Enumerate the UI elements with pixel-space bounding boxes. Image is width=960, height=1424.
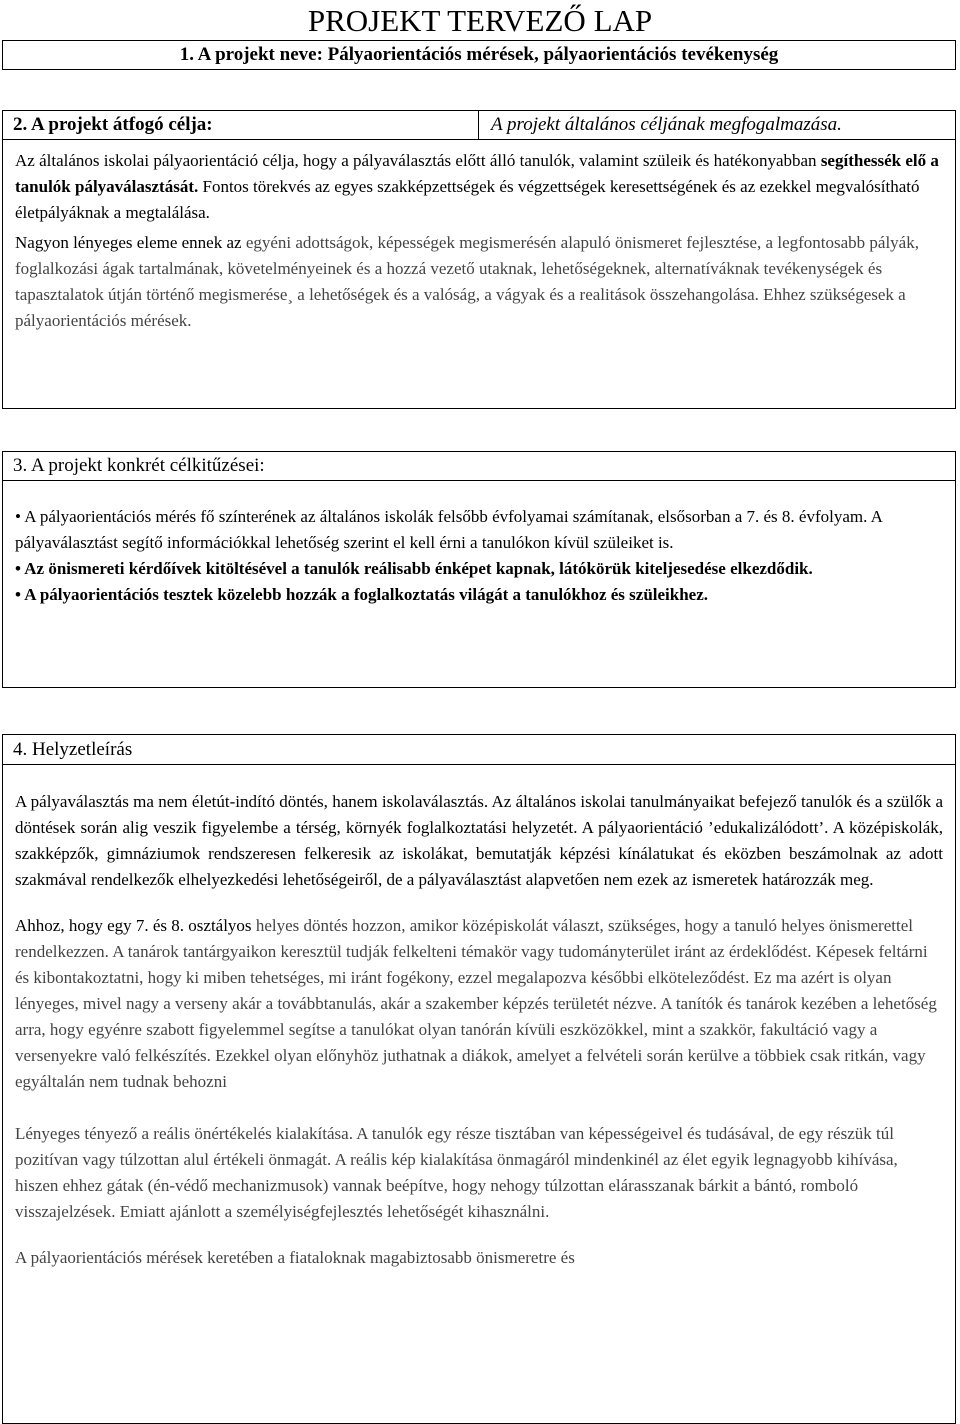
section4-paragraph-1: A pályaválasztás ma nem életút-indító döntés, hanem iskolaválasztás. Az általános iskolai tanulmányaikat befejező tanulók és a szülők a döntések során alig veszik figyelembe a térség, környék foglalkoztatási helyzetét. A pályaorientáció ’edukalizálódott’. A középiskolák, szakképzők, gimnáziumok rendszeresen felkeresik az iskolákat, bemutatják képzési kínálatukat és eközben beszámolnak az adott szakmával rendelkezők elhelyezkedési lehetőségeiről, de a pályaválasztást alapvetően nem ezek az ismeretek határozzák meg.: [15, 792, 943, 889]
section2-p1-rest: Fontos törekvés az egyes szakképzettségek és végzettségek keresettségének és az ezekkel megvalósítható életpályáknak a megtalálása.: [15, 177, 920, 222]
section2-paragraph-2: [15, 230, 943, 334]
section2-p2-rest: egyéni adottságok, képességek megismerésén alapuló önismeret fejlesztése, a legfontosabb pályák, foglalkozási ágak tartalmának, követelményeinek és a hozzá vezető utaknak, lehetőségeknek, alternatíváknak tevékenységek és tapasztalatok útján történő megismerése¸ a lehetőségek és a valóság, a vágyak és a realitások összehangolása. Ehhez szükségesek a pályaorientációs mérések.: [15, 233, 919, 330]
section4-p2-lead: Ahhoz, hogy egy 7. és 8. osztályos: [15, 916, 256, 935]
objective-3-text: A pályaorientációs tesztek közelebb hozzák a foglalkoztatás világát a tanulókhoz és szüleikhez.: [24, 585, 709, 604]
objective-item-1: [15, 504, 943, 556]
bullet-icon: •: [15, 507, 21, 526]
objective-item-3: [15, 582, 943, 608]
section4-heading: 4. Helyzetleírás: [13, 739, 133, 760]
section4-paragraph-4: A pályaorientációs mérések keretében a fiataloknak magabiztosabb önismeretre és: [15, 1248, 575, 1267]
section2-right-note: A projekt általános céljának megfogalmazása.: [491, 114, 842, 135]
section2-p1-bold: segíthessék elő a tanulók pályaválasztását.: [15, 151, 939, 196]
section2-p1-text: Az általános iskolai pályaorientáció célja, hogy a pályaválasztás előtt álló tanulók, valamint szüleik és hatékonyabban: [15, 151, 821, 170]
section2-paragraph-1: [15, 148, 943, 226]
objective-1-rest: A pályaválasztást segítő információkkal lehetőség szerint el kell érni a tanulókon kívül szüleiket is.: [15, 507, 883, 552]
section3-heading: 3. A projekt konkrét célkitűzései:: [13, 455, 265, 476]
section2-p2-lead: Nagyon lényeges eleme ennek az: [15, 233, 246, 252]
section4-paragraph-3: Lényeges tényező a reális önértékelés kialakítása. A tanulók egy része tisztában van képességeivel és tudásával, de egy részük túl pozitívan vagy túlzottan alul értékeli önmagát. A reális kép kialakítása önmagáról mindenkinél az élet egyik legnagyobb kihívása, hiszen ehhez gátak (én-védő mechanizmusok) vannak beépítve, hogy nehogy túlzottan elárasszanak bárkit a bántó, romboló visszajelzések. Emiatt ajánlott a személyiségfejlesztés lehetőségét kihasználni.: [15, 1124, 898, 1221]
section4-header: [2, 734, 956, 765]
project-name-box: [2, 40, 956, 70]
project-name: 1. A projekt neve: Pályaorientációs mérések, pályaorientációs tevékenység: [179, 44, 779, 65]
section2-label: 2. A projekt átfogó célja:: [3, 111, 479, 139]
section3-header: [2, 451, 956, 481]
section4-body: [2, 764, 956, 1424]
objective-2-text: Az önismereti kérdőívek kitöltésével a tanulók reálisabb énképet kapnak, látókörük kiteljesedése elkezdődik.: [24, 559, 813, 578]
section2-body: [2, 139, 956, 409]
bullet-icon: •: [15, 559, 21, 578]
section2-header-row: [2, 110, 956, 140]
objective-item-2: [15, 556, 943, 582]
section4-p2-rest: helyes döntés hozzon, amikor középiskolát választ, szükséges, hogy a tanuló helyes önismerettel rendelkezzen. A tanárok tantárgyaikon keresztül tudják felkelteni témakör vagy tudományterület iránt az érdeklődést. Képesek feltárni és kibontakoztatni, hogy ki miben tehetséges, mi iránt fogékony, ezzel megalapozva későbbi elköteleződést. Ez ma azért is olyan lényeges, mivel nagy a verseny akár a továbbtanulás, akár a szakember képzés területét nézve. A tanítók és tanárok kezében a lehetőség arra, hogy egyénre szabott figyelemmel segítse a tanulókat olyan tanórán kívüli eszközökkel, mint a szakkör, fakultáció vagy a versenyekre való felkészítés. Ezekkel olyan előnyhöz juthatnak a diákok, amelyet a felvételi során kerülve a többiek csak ritkán, vagy egyáltalán nem tudnak behozni: [15, 916, 937, 1091]
page-title: PROJEKT TERVEZŐ LAP: [307, 3, 653, 38]
objective-1-text: A pályaorientációs mérés fő színterének az általános iskolák felsőbb évfolyamai számítanak, elsősorban a 7. és 8. évfolyam.: [24, 507, 868, 526]
section3-body: [2, 480, 956, 688]
section4-paragraph-2: [15, 913, 943, 1095]
bullet-icon: •: [15, 585, 21, 604]
